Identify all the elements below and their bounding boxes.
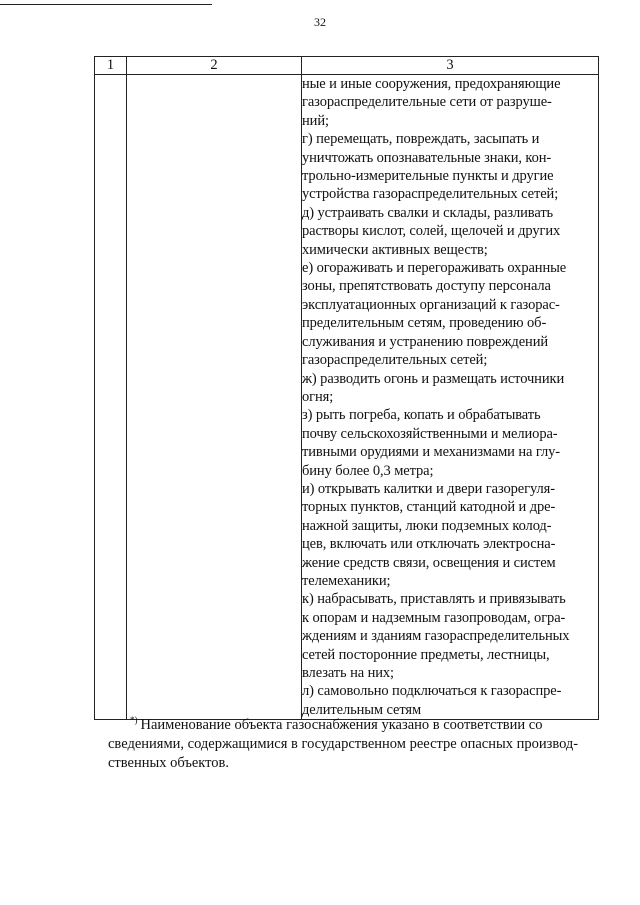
text-line: растворы кислот, солей, щелочей и других [302,223,561,240]
text-line: газораспределительные сети от разруше- [302,94,552,111]
text-line: почву сельскохозяйственными и мелиора- [302,425,558,442]
table-header-row [95,57,599,75]
text-line: к опорам и надземным газопроводам, огра- [302,609,566,626]
text-line: ждениям и зданиям газораспределительных [302,628,570,645]
text-line: торных пунктов, станций катодной и дре- [302,499,556,516]
footnote-line [108,716,603,735]
footnote [108,716,603,773]
text-line: к) набрасывать, приставлять и привязывать [302,591,566,608]
text-line: пределительным сетям, проведению об- [302,315,547,332]
footnote-text: Наименование объекта газоснабжения указано в соответствии со [140,717,543,733]
table-cell-col3 [302,75,599,720]
top-rule [0,4,212,5]
text-line: эксплуатационных организаций к газорас- [302,296,560,313]
text-line: зоны, препятствовать доступу персонала [302,278,551,295]
text-line: телемеханики; [302,572,391,589]
footnote-line: сведениями, содержащимися в государственном реестре опасных производ- [108,736,579,752]
document-table [94,56,599,720]
text-line: ний; [302,112,329,129]
table-cell-col2 [127,75,302,720]
text-line: ж) разводить огонь и размещать источники [302,370,565,387]
text-line: уничтожать опознавательные знаки, кон- [302,149,552,166]
text-line: бину более 0,3 метра; [302,462,434,479]
footnote-marker: *) [130,715,138,726]
text-line: сетей посторонние предметы, лестницы, [302,646,550,663]
text-line: тивными орудиями и механизмами на глу- [302,444,560,461]
text-line: г) перемещать, повреждать, засыпать и [302,131,540,148]
text-line: и) открывать калитки и двери газорегуля- [302,480,555,497]
column-header-1: 1 [95,57,127,75]
footnote-line: ственных объектов. [108,755,230,771]
text-line: влезать на них; [302,665,394,681]
table-row [95,75,599,720]
text-line: газораспределительных сетей; [302,352,488,369]
text-line: делительным сетям [302,701,422,718]
text-line: е) огораживать и перегораживать охранные [302,260,567,277]
text-line: огня; [302,388,334,405]
column-header-3: 3 [302,57,599,75]
table-cell-col1 [95,75,127,720]
text-line: л) самовольно подключаться к газораспре- [302,683,562,700]
text-line: нажной защиты, люки подземных колод- [302,517,552,534]
page-number: 32 [314,15,326,29]
text-line: устройства газораспределительных сетей; [302,186,559,203]
text-line: жение средств связи, освещения и систем [302,554,556,571]
text-line: служивания и устранению повреждений [302,333,549,350]
text-line: трольно-измерительные пункты и другие [302,168,554,185]
text-line: цев, включать или отключать электросна- [302,536,556,553]
column-header-2: 2 [127,57,302,75]
text-line: химически активных веществ; [302,241,488,258]
text-line: ные и иные сооружения, предохраняющие [302,76,561,92]
text-line: д) устраивать свалки и склады, разливать [302,204,554,221]
text-line: з) рыть погреба, копать и обрабатывать [302,407,541,424]
